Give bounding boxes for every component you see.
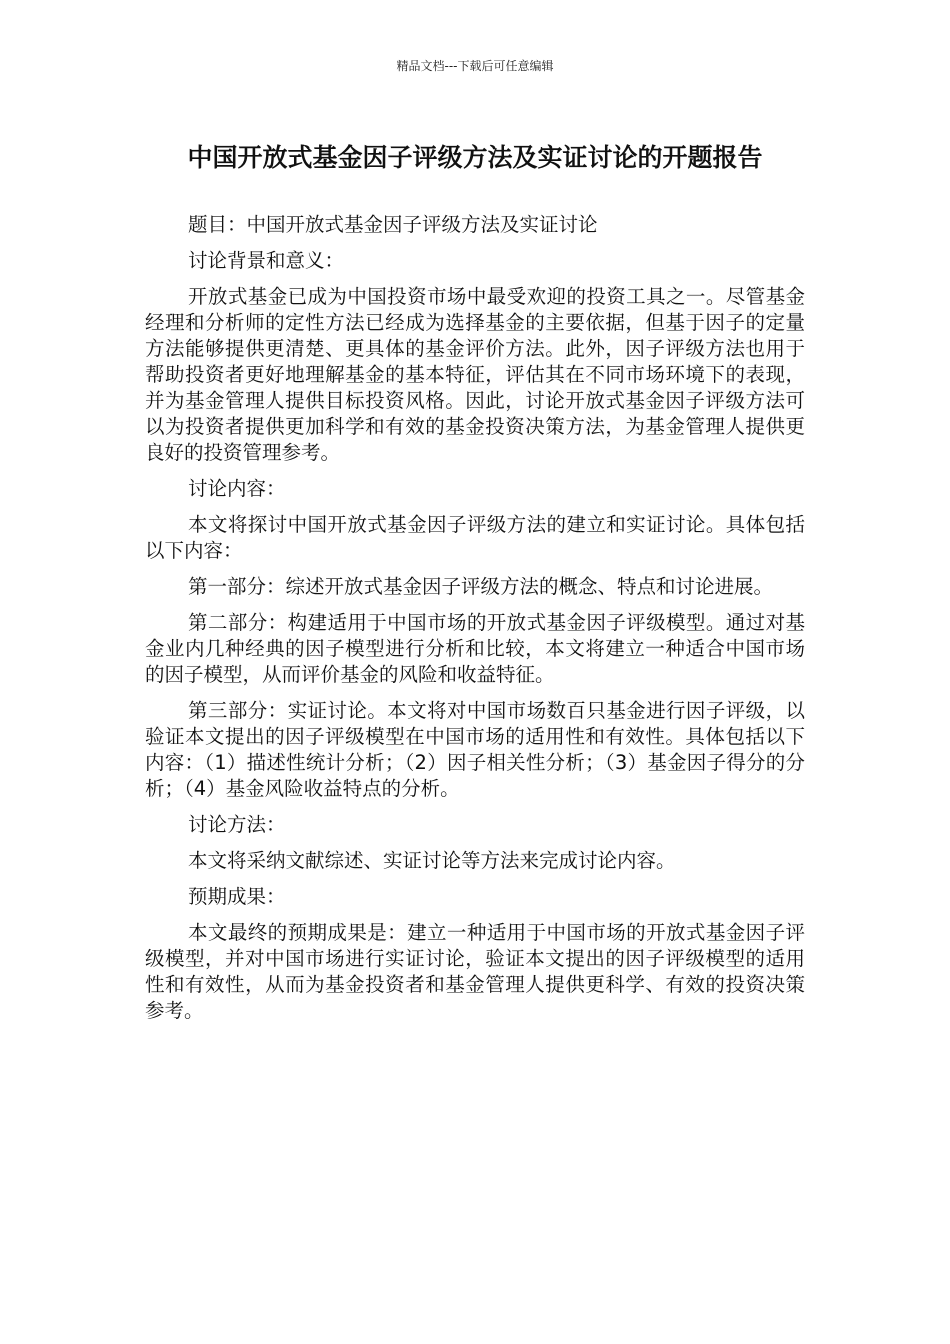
part-two-paragraph: 第二部分：构建适用于中国市场的开放式基金因子评级模型。通过对基金业内几种经典的因子模型进行分析和比较，本文将建立一种适合中国市场的因子模型，从而评价基金的风险和收益特征。 <box>145 611 805 686</box>
section-heading-content: 讨论内容： <box>188 477 286 500</box>
document-title: 中国开放式基金因子评级方法及实证讨论的开题报告 <box>187 143 763 172</box>
methods-paragraph: 本文将采纳文献综述、实证讨论等方法来完成讨论内容。 <box>188 849 676 872</box>
section-heading-background: 讨论背景和意义： <box>188 249 345 272</box>
part-one-paragraph: 第一部分：综述开放式基金因子评级方法的概念、特点和讨论进展。 <box>188 575 774 598</box>
document-body <box>145 212 805 1034</box>
page-header-note: 精品文档---下载后可任意编辑 <box>396 59 554 73</box>
topic-line: 题目：中国开放式基金因子评级方法及实证讨论 <box>188 213 598 236</box>
section-heading-methods: 讨论方法： <box>188 813 286 836</box>
outcomes-paragraph: 本文最终的预期成果是：建立一种适用于中国市场的开放式基金因子评级模型，并对中国市场进行实证讨论，验证本文提出的因子评级模型的适用性和有效性，从而为基金投资者和基金管理人提供更科学、有效的投资决策参考。 <box>145 921 805 1022</box>
part-three-paragraph: 第三部分：实证讨论。本文将对中国市场数百只基金进行因子评级，以验证本文提出的因子评级模型在中国市场的适用性和有效性。具体包括以下内容：（1）描述性统计分析；（2）因子相关性分析；（3）基金因子得分的分析；（4）基金风险收益特点的分析。 <box>145 699 805 800</box>
background-paragraph: 开放式基金已成为中国投资市场中最受欢迎的投资工具之一。尽管基金经理和分析师的定性方法已经成为选择基金的主要依据，但基于因子的定量方法能够提供更清楚、更具体的基金评价方法。此外，因子评级方法也用于帮助投资者更好地理解基金的基本特征，评估其在不同市场环境下的表现，并为基金管理人提供目标投资风格。因此，讨论开放式基金因子评级方法可以为投资者提供更加科学和有效的基金投资决策方法，为基金管理人提供更良好的投资管理参考。 <box>145 285 805 464</box>
section-heading-outcomes: 预期成果： <box>188 885 286 908</box>
content-intro-paragraph: 本文将探讨中国开放式基金因子评级方法的建立和实证讨论。具体包括以下内容： <box>145 513 805 562</box>
